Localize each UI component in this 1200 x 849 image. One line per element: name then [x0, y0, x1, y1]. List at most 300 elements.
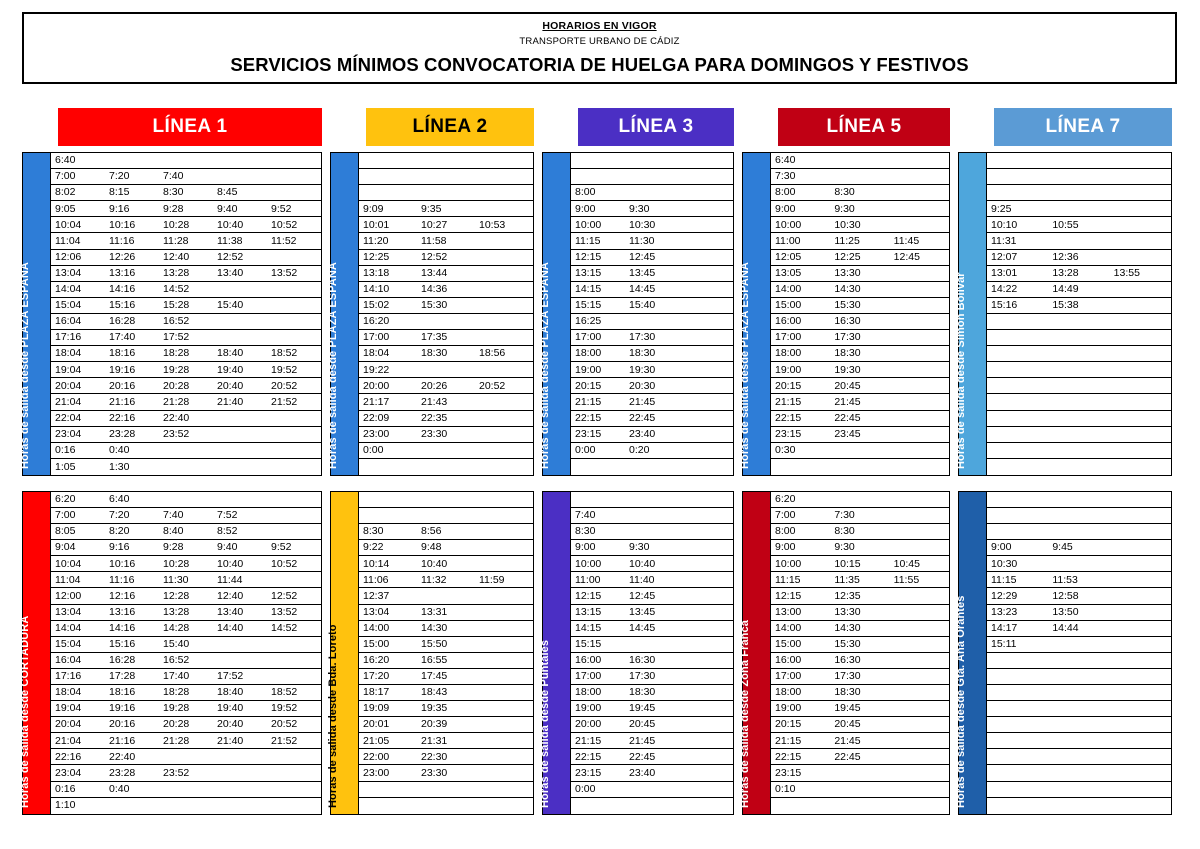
departure-time-cell: 20:04 [55, 719, 82, 730]
departure-time-cell: 19:35 [421, 703, 448, 714]
departure-time-cell: 18:17 [363, 687, 390, 698]
departure-time-cell: 10:40 [421, 558, 448, 570]
departure-time-cell: 8:02 [55, 187, 76, 198]
table-row [51, 459, 321, 475]
table-row [771, 605, 949, 621]
departure-time-cell: 14:49 [1052, 284, 1079, 295]
table-row [571, 362, 733, 378]
departure-time-cell: 11:15 [775, 574, 801, 586]
departure-time-cell: 22:16 [55, 751, 82, 763]
table-row [771, 653, 949, 669]
departure-time-cell: 12:45 [629, 590, 656, 602]
departure-time-cell: 22:15 [575, 412, 602, 424]
departure-time-cell: 20:15 [775, 380, 802, 392]
table-row [571, 685, 733, 701]
departure-time-cell: 19:52 [271, 703, 298, 714]
departure-time-cell: 13:30 [834, 267, 861, 279]
table-row [771, 314, 949, 330]
departure-rows [359, 492, 533, 814]
table-row [571, 782, 733, 798]
table-row [51, 798, 321, 814]
table-row [987, 798, 1171, 814]
departure-time-cell: 16:20 [363, 655, 390, 666]
timetable-linea-2-bda-loreto [326, 491, 534, 815]
departure-time-cell: 7:52 [217, 510, 238, 521]
departure-time-cell: 10:10 [991, 219, 1018, 231]
table-row [571, 798, 733, 814]
departure-time-cell: 8:40 [163, 526, 184, 537]
departure-time-cell: 9:00 [775, 203, 796, 215]
departure-time-cell: 15:30 [834, 639, 861, 650]
departure-time-cell: 9:28 [163, 203, 184, 215]
departure-time-cell: 21:45 [834, 735, 861, 747]
departure-time-cell: 12:06 [55, 251, 82, 263]
table-row [771, 749, 949, 765]
departure-time-cell: 13:18 [363, 267, 390, 279]
table-row [51, 749, 321, 765]
header-main-title: SERVICIOS MÍNIMOS CONVOCATORIA DE HUELGA PARA DOMINGOS Y FESTIVOS [230, 54, 969, 75]
table-row [987, 492, 1171, 508]
departure-time-cell: 11:00 [575, 574, 601, 586]
departure-time-cell: 10:52 [271, 558, 298, 570]
departure-time-cell: 13:05 [775, 267, 802, 279]
departure-time-cell: 0:00 [363, 444, 384, 456]
table-row [987, 394, 1171, 410]
departure-time-cell: 20:16 [109, 380, 136, 392]
departure-time-cell: 11:16 [109, 235, 135, 247]
departure-time-cell: 22:09 [363, 412, 390, 424]
table-row [771, 169, 949, 185]
table-row [51, 443, 321, 459]
departure-time-cell: 6:40 [55, 155, 76, 166]
table-row [359, 314, 533, 330]
departure-time-cell: 16:55 [421, 655, 448, 666]
table-row [359, 782, 533, 798]
departure-time-cell: 15:30 [834, 300, 861, 311]
departure-time-cell: 9:00 [575, 542, 596, 553]
departure-time-cell: 7:40 [163, 510, 184, 521]
departure-time-cell: 13:16 [109, 267, 136, 279]
departure-time-cell: 19:45 [629, 703, 656, 714]
departure-time-cell: 8:45 [217, 187, 238, 198]
table-row [571, 717, 733, 733]
table-row [51, 588, 321, 604]
origin-label-text: Horas de salida desde Simón Bolívar [954, 272, 967, 469]
departure-time-cell: 13:28 [163, 267, 190, 279]
departure-time-cell: 20:28 [163, 380, 190, 392]
departure-time-cell: 12:52 [271, 590, 298, 602]
departure-time-cell: 22:00 [363, 751, 390, 763]
table-row [771, 556, 949, 572]
departure-time-cell: 22:30 [421, 751, 448, 763]
departure-time-cell: 23:28 [109, 767, 136, 779]
table-row [987, 266, 1171, 282]
departure-time-cell: 9:45 [1052, 542, 1073, 553]
table-row [987, 362, 1171, 378]
departure-time-cell: 10:16 [109, 219, 136, 231]
departure-time-cell: 10:40 [217, 219, 244, 231]
departure-time-cell: 18:43 [421, 687, 448, 698]
departure-time-cell: 19:00 [775, 703, 802, 714]
table-row [771, 492, 949, 508]
departure-time-cell: 10:30 [834, 219, 861, 231]
table-row [359, 201, 533, 217]
line-title-linea-7: LÍNEA 7 [994, 108, 1172, 146]
departure-time-cell: 9:40 [217, 542, 238, 553]
departure-time-cell: 19:00 [575, 703, 602, 714]
departure-time-cell: 11:32 [421, 574, 447, 586]
departure-time-cell: 0:40 [109, 783, 130, 795]
table-row [359, 701, 533, 717]
table-row [987, 524, 1171, 540]
departure-time-cell: 8:30 [834, 187, 855, 198]
table-row [987, 250, 1171, 266]
table-row [51, 233, 321, 249]
departure-time-cell: 16:04 [55, 655, 82, 666]
table-row [987, 733, 1171, 749]
departure-time-cell: 7:20 [109, 510, 130, 521]
line-columns-container [18, 108, 1180, 811]
departure-time-cell: 10:00 [775, 558, 802, 570]
departure-time-cell: 12:40 [163, 251, 190, 263]
departure-time-cell: 18:28 [163, 348, 190, 359]
departure-time-cell: 23:30 [421, 767, 448, 779]
departure-time-cell: 8:30 [834, 526, 855, 537]
table-row [771, 233, 949, 249]
table-row [771, 411, 949, 427]
table-row [571, 701, 733, 717]
table-row [359, 427, 533, 443]
departure-time-cell: 10:28 [163, 219, 190, 231]
table-row [571, 540, 733, 556]
table-row [359, 605, 533, 621]
table-row [987, 378, 1171, 394]
departure-time-cell: 10:00 [575, 219, 602, 231]
departure-time-cell: 8:30 [575, 526, 596, 537]
departure-time-cell: 9:30 [834, 542, 855, 553]
departure-time-cell: 18:00 [575, 348, 602, 359]
table-row [987, 621, 1171, 637]
departure-time-cell: 19:40 [217, 364, 244, 376]
table-row [771, 717, 949, 733]
departure-time-cell: 14:04 [55, 284, 82, 295]
departure-rows [771, 153, 949, 475]
departure-time-cell: 22:15 [775, 751, 802, 763]
line-column-linea-1 [18, 108, 330, 811]
table-row [771, 765, 949, 781]
departure-time-cell: 10:15 [834, 558, 861, 570]
departure-time-cell: 20:28 [163, 719, 190, 730]
departure-time-cell: 19:22 [363, 364, 390, 376]
table-row [771, 701, 949, 717]
table-row [987, 459, 1171, 475]
departure-time-cell: 18:52 [271, 348, 298, 359]
departure-time-cell: 13:28 [1052, 267, 1079, 279]
departure-time-cell: 9:09 [363, 203, 384, 215]
departure-time-cell: 12:45 [629, 251, 656, 263]
departure-time-cell: 22:45 [834, 751, 861, 763]
table-row [571, 443, 733, 459]
departure-time-cell: 13:04 [363, 606, 390, 618]
departure-time-cell: 15:16 [991, 300, 1018, 311]
table-row [359, 508, 533, 524]
departure-time-cell: 21:45 [834, 396, 861, 408]
departure-time-cell: 19:45 [834, 703, 861, 714]
table-row [987, 330, 1171, 346]
departure-time-cell: 21:40 [217, 735, 244, 747]
departure-time-cell: 21:04 [55, 735, 82, 747]
origin-label-text: Horas de salida desde PLAZA ESPAÑA [538, 261, 551, 469]
table-row [771, 378, 949, 394]
table-row [359, 492, 533, 508]
table-row [571, 508, 733, 524]
table-row [571, 427, 733, 443]
table-row [571, 266, 733, 282]
table-row [987, 282, 1171, 298]
departure-time-cell: 19:52 [271, 364, 298, 376]
table-row [51, 605, 321, 621]
table-row [359, 588, 533, 604]
departure-time-cell: 22:15 [575, 751, 602, 763]
departure-time-cell: 15:04 [55, 300, 82, 311]
departure-time-cell: 14:52 [271, 622, 298, 634]
departure-time-cell: 20:01 [363, 719, 390, 730]
table-row [571, 282, 733, 298]
table-row [359, 653, 533, 669]
table-row [359, 153, 533, 169]
departure-time-cell: 14:30 [834, 622, 861, 634]
departure-time-cell: 17:16 [55, 332, 82, 343]
departure-time-cell: 11:55 [893, 574, 920, 586]
table-row [51, 556, 321, 572]
table-row [771, 427, 949, 443]
departure-time-cell: 9:35 [421, 203, 442, 215]
departure-time-cell: 14:00 [775, 622, 802, 634]
departure-time-cell: 22:04 [55, 412, 82, 424]
departure-time-cell: 17:52 [163, 332, 190, 343]
departure-time-cell: 22:45 [834, 412, 861, 424]
departure-time-cell: 21:45 [629, 735, 656, 747]
departure-time-cell: 17:00 [575, 332, 602, 343]
departure-time-cell: 6:20 [55, 494, 76, 505]
departure-time-cell: 20:45 [834, 719, 861, 730]
departure-time-cell: 15:04 [55, 639, 82, 650]
timetable-linea-5-plaza-espana [738, 152, 950, 476]
table-row [51, 378, 321, 394]
departure-time-cell: 9:52 [271, 542, 292, 553]
table-row [771, 588, 949, 604]
table-row [571, 169, 733, 185]
departure-time-cell: 18:00 [575, 687, 602, 698]
table-row [571, 217, 733, 233]
departure-time-cell: 9:25 [991, 203, 1012, 215]
departure-time-cell: 7:30 [834, 510, 855, 521]
table-row [359, 524, 533, 540]
table-row [771, 266, 949, 282]
table-row [571, 185, 733, 201]
departure-time-cell: 7:40 [163, 171, 184, 182]
table-row [51, 765, 321, 781]
table-row [987, 701, 1171, 717]
departure-time-cell: 19:04 [55, 364, 82, 376]
origin-label-text: Horas de salida desde CORTADURA [18, 615, 31, 808]
departure-time-cell: 12:28 [163, 590, 190, 602]
departure-time-cell: 13:04 [55, 267, 82, 279]
table-row [571, 572, 733, 588]
table-row [571, 330, 733, 346]
departure-time-cell: 20:40 [217, 380, 244, 392]
table-row [771, 330, 949, 346]
departure-time-cell: 18:04 [363, 348, 390, 359]
departure-time-cell: 16:52 [163, 655, 190, 666]
departure-time-cell: 14:00 [775, 284, 802, 295]
departure-time-cell: 16:30 [834, 655, 861, 666]
departure-time-cell: 9:28 [163, 542, 184, 553]
departure-time-cell: 22:40 [163, 412, 190, 424]
departure-time-cell: 17:45 [421, 671, 448, 682]
table-row [51, 508, 321, 524]
departure-time-cell: 15:28 [163, 300, 190, 311]
departure-time-cell: 13:31 [421, 606, 448, 618]
departure-time-cell: 10:30 [629, 219, 656, 231]
departure-time-cell: 23:15 [575, 767, 602, 779]
departure-time-cell: 14:36 [421, 284, 448, 295]
departure-time-cell: 18:04 [55, 687, 82, 698]
table-row [51, 733, 321, 749]
table-row [987, 185, 1171, 201]
table-row [987, 298, 1171, 314]
table-row [51, 621, 321, 637]
departure-time-cell: 18:28 [163, 687, 190, 698]
table-row [771, 685, 949, 701]
table-row [359, 378, 533, 394]
line-title-linea-1: LÍNEA 1 [58, 108, 322, 146]
table-row [51, 701, 321, 717]
departure-time-cell: 12:15 [775, 590, 802, 602]
departure-time-cell: 15:02 [363, 300, 390, 311]
table-row [987, 749, 1171, 765]
table-row [771, 637, 949, 653]
table-row [771, 362, 949, 378]
line-column-linea-3 [538, 108, 742, 808]
departure-time-cell: 0:30 [775, 444, 796, 456]
origin-label-linea-2-plaza-espana [326, 153, 359, 475]
departure-time-cell: 18:16 [109, 348, 136, 359]
departure-time-cell: 10:04 [55, 558, 82, 570]
departure-time-cell: 21:04 [55, 396, 82, 408]
departure-time-cell: 20:04 [55, 380, 82, 392]
table-row [771, 346, 949, 362]
departure-time-cell: 11:38 [217, 235, 243, 247]
departure-time-cell: 11:20 [363, 235, 389, 247]
departure-time-cell: 0:00 [575, 783, 596, 795]
departure-time-cell: 12:52 [421, 251, 448, 263]
departure-time-cell: 0:00 [575, 444, 596, 456]
departure-time-cell: 21:31 [421, 735, 448, 747]
table-row [571, 346, 733, 362]
origin-label-linea-5-plaza-espana [738, 153, 771, 475]
departure-time-cell: 13:16 [109, 606, 136, 618]
departure-time-cell: 23:40 [629, 767, 656, 779]
departure-time-cell: 17:00 [775, 671, 802, 682]
header-subtitle-operator: TRANSPORTE URBANO DE CÁDIZ [519, 36, 680, 47]
departure-time-cell: 16:30 [629, 655, 656, 666]
departure-time-cell: 16:00 [775, 316, 802, 327]
departure-time-cell: 9:00 [775, 542, 796, 553]
origin-label-text: Horas de salida desde Bda. Loreto [326, 624, 339, 808]
table-row [359, 346, 533, 362]
departure-time-cell: 1:30 [109, 461, 130, 473]
table-row [359, 250, 533, 266]
table-row [571, 459, 733, 475]
departure-time-cell: 7:30 [775, 171, 796, 182]
departure-time-cell: 15:00 [775, 300, 802, 311]
departure-time-cell: 20:40 [217, 719, 244, 730]
departure-time-cell: 16:00 [575, 655, 602, 666]
table-row [571, 298, 733, 314]
table-row [51, 201, 321, 217]
line-column-linea-2 [326, 108, 542, 808]
departure-time-cell: 13:50 [1052, 606, 1079, 618]
departure-time-cell: 20:52 [271, 719, 298, 730]
departure-time-cell: 17:16 [55, 671, 82, 682]
departure-time-cell: 14:40 [217, 622, 244, 634]
departure-time-cell: 13:04 [55, 606, 82, 618]
departure-time-cell: 0:16 [55, 783, 76, 795]
table-row [51, 314, 321, 330]
table-row [51, 717, 321, 733]
departure-time-cell: 21:28 [163, 396, 190, 408]
departure-time-cell: 23:52 [163, 428, 190, 440]
departure-time-cell: 0:16 [55, 444, 76, 456]
origin-label-linea-2-bda-loreto [326, 492, 359, 814]
table-row [51, 185, 321, 201]
departure-time-cell: 12:07 [991, 251, 1018, 263]
departure-time-cell: 18:30 [834, 348, 861, 359]
table-row [771, 298, 949, 314]
table-row [571, 201, 733, 217]
table-row [771, 459, 949, 475]
table-row [51, 362, 321, 378]
departure-time-cell: 7:40 [575, 510, 596, 521]
departure-time-cell: 11:40 [629, 574, 655, 586]
origin-label-text: Horas de salida desde Zona Franca [738, 619, 751, 808]
table-row [987, 153, 1171, 169]
departure-rows [51, 153, 321, 475]
table-row [987, 653, 1171, 669]
table-row [987, 540, 1171, 556]
departure-time-cell: 11:58 [421, 235, 447, 247]
table-row [571, 378, 733, 394]
departure-time-cell: 13:40 [217, 606, 244, 618]
departure-time-cell: 11:15 [575, 235, 601, 247]
departure-rows [987, 492, 1171, 814]
departure-time-cell: 14:17 [991, 622, 1018, 634]
departure-time-cell: 18:40 [217, 348, 244, 359]
departure-time-cell: 18:56 [479, 348, 506, 359]
departure-time-cell: 23:28 [109, 428, 136, 440]
departure-rows [987, 153, 1171, 475]
origin-label-text: Horas de salida desde PLAZA ESPAÑA [326, 261, 339, 469]
table-row [51, 637, 321, 653]
departure-time-cell: 22:45 [629, 412, 656, 424]
departure-time-cell: 14:30 [834, 284, 861, 295]
table-row [359, 217, 533, 233]
table-row [51, 217, 321, 233]
departure-time-cell: 12:25 [834, 251, 861, 263]
table-row [359, 669, 533, 685]
origin-label-linea-1-cortadura [18, 492, 51, 814]
